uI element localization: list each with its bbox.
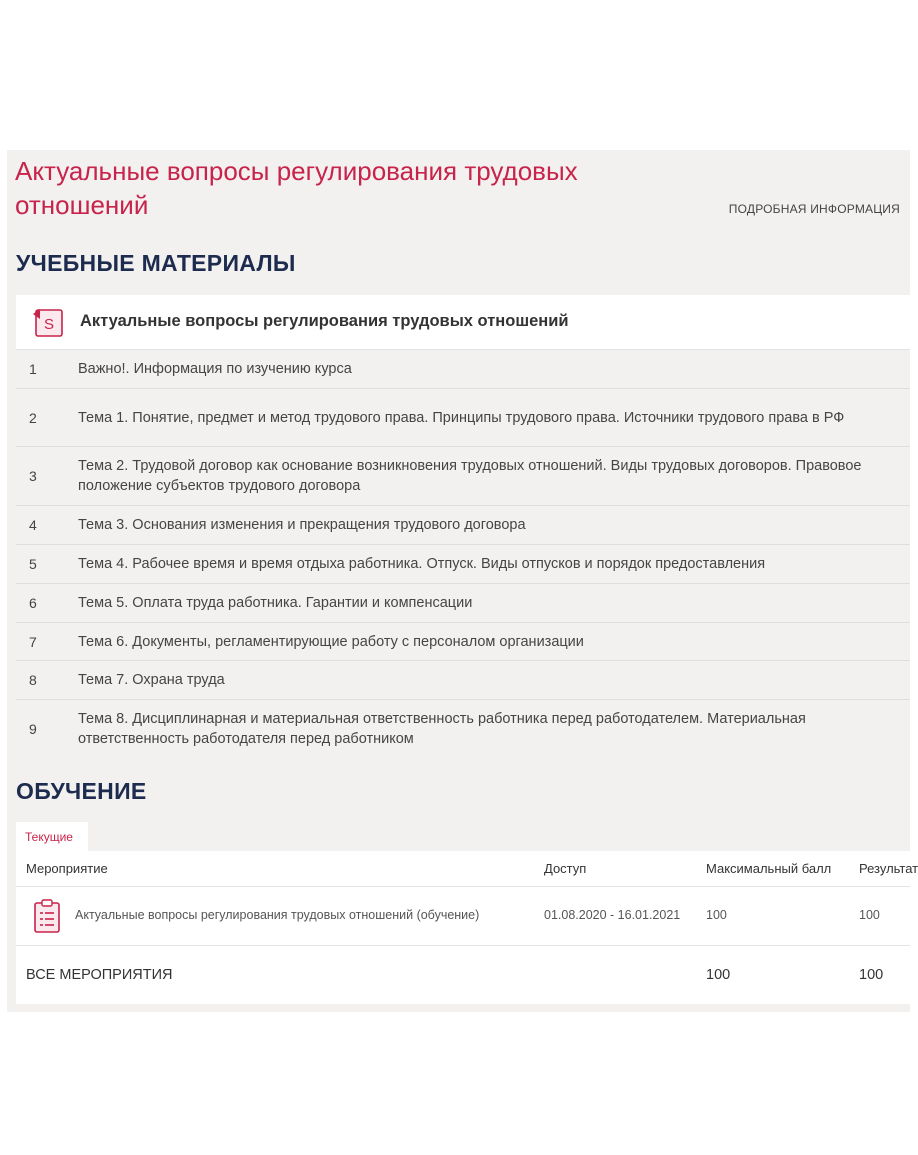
lesson-number: 5: [29, 556, 37, 572]
column-header-result: Результат: [859, 861, 918, 876]
lesson-title: Тема 7. Охрана труда: [78, 672, 225, 688]
lesson-number: 4: [29, 517, 37, 533]
lesson-number: 3: [29, 468, 37, 484]
lesson-item[interactable]: [16, 584, 910, 623]
training-table: [16, 851, 918, 1004]
lesson-item[interactable]: [16, 389, 910, 447]
lesson-title: Тема 1. Понятие, предмет и метод трудового права. Принципы трудового права. Источники трудового права в РФ: [78, 409, 845, 426]
lesson-number: 2: [29, 409, 37, 426]
lesson-item[interactable]: [16, 661, 910, 700]
lesson-item[interactable]: [16, 506, 910, 545]
course-page: [7, 150, 918, 1012]
row-divider: [16, 945, 910, 946]
materials-card-title: Актуальные вопросы регулирования трудовых отношений: [80, 312, 569, 330]
tab-current[interactable]: Текущие: [16, 822, 88, 852]
lesson-title: Важно!. Информация по изучению курса: [78, 361, 352, 377]
lesson-title: Тема 8. Дисциплинарная и материальная ответственность работника перед работодателем. Материальная ответственность работодателя перед работником: [78, 711, 806, 747]
lesson-number: 1: [29, 361, 37, 377]
lesson-number: 9: [29, 721, 37, 737]
column-header-event: Мероприятие: [26, 861, 108, 876]
lesson-title: Тема 2. Трудовой договор как основание возникновения трудовых отношений. Виды трудовых договоров. Правовое положение субъектов трудового договора: [78, 458, 862, 494]
lesson-item[interactable]: [16, 700, 910, 758]
column-header-access: Доступ: [544, 861, 587, 876]
clipboard-icon: [32, 898, 62, 934]
lesson-item[interactable]: [16, 447, 910, 506]
lesson-title: Тема 5. Оплата труда работника. Гарантии и компенсации: [78, 595, 473, 611]
lesson-number: 7: [29, 633, 37, 650]
lesson-title: Тема 3. Основания изменения и прекращения трудового договора: [78, 517, 526, 533]
materials-card[interactable]: [16, 295, 910, 350]
total-max-score: 100: [706, 967, 731, 983]
lesson-title: Тема 6. Документы, регламентирующие работу с персоналом организации: [78, 633, 584, 650]
column-header-max-score: Максимальный балл: [706, 861, 832, 876]
training-section-title: ОБУЧЕНИЕ: [16, 778, 147, 804]
total-result: 100: [859, 967, 884, 983]
lesson-item[interactable]: [16, 623, 910, 661]
lesson-number: 8: [29, 672, 37, 688]
details-link[interactable]: ПОДРОБНАЯ ИНФОРМАЦИЯ: [728, 202, 900, 216]
lesson-list: [16, 350, 910, 747]
document-s-icon: [31, 307, 67, 339]
max-score-value: 100: [706, 908, 727, 922]
materials-section-title: УЧЕБНЫЕ МАТЕРИАЛЫ: [16, 250, 296, 276]
lesson-item[interactable]: [16, 545, 910, 584]
total-label: ВСЕ МЕРОПРИЯТИЯ: [26, 967, 173, 983]
event-title-link[interactable]: Актуальные вопросы регулирования трудовых отношений (обучение): [75, 908, 480, 922]
svg-text:S: S: [43, 316, 55, 333]
lesson-title: Тема 4. Рабочее время и время отдыха работника. Отпуск. Виды отпусков и порядок предоставления: [78, 556, 766, 572]
header-divider: [16, 886, 910, 887]
lesson-number: 6: [29, 595, 37, 611]
lesson-item[interactable]: [16, 350, 910, 389]
course-title: Актуальные вопросы регулирования трудовых отношений: [15, 156, 578, 220]
result-value: 100: [859, 908, 880, 922]
access-period: 01.08.2020 - 16.01.2021: [544, 908, 681, 922]
